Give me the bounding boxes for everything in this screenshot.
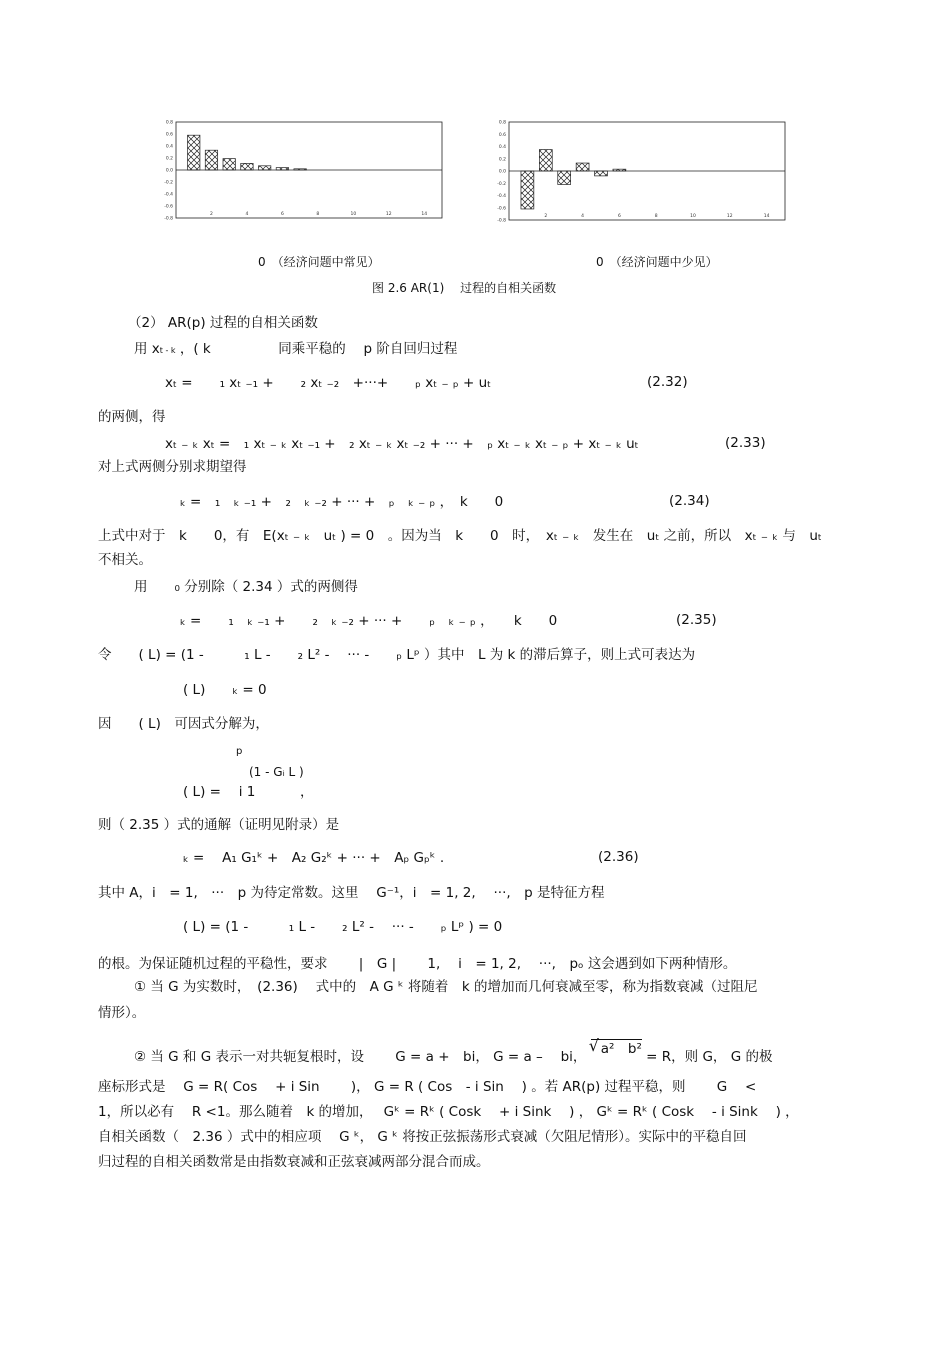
y-tick-label: 0.2 [498,157,506,163]
section-heading-arp: （2） AR(p) 过程的自相关函数 [128,315,318,331]
x-tick-label: 14 [421,212,428,217]
x-tick-label: 6 [617,214,621,219]
paragraph-uncorrelated: 上式中对于 k 0，有 E(xₜ ₋ ₖ uₜ ) = 0 。因为当 k 0 时， xₜ ₋ ₖ 发生在 uₜ 之前，所以 xₜ ₋ ₖ 与 uₜ [98,528,822,544]
paragraph-case2-polar: 座标形式是 G = R( Cos + i Sin )， G = R ( Cos - i Sin ) 。若 AR(p) 过程平稳，则 G < [98,1079,757,1095]
equation-2-34: ₖ = ₁ ₖ ₋₁ + ₂ ₖ ₋₂ + ··· + ₚ ₖ ₋ ₚ ， k 0 [180,494,504,510]
y-tick-label: -0.8 [164,216,173,222]
paragraph-case2-conclusion: 归过程的自相关函数常是由指数衰减和正弦衰减两部分混合而成。 [98,1154,490,1170]
equation-product-lhs: ( L) = i 1 [183,784,256,800]
acf-bar [576,163,589,171]
y-tick-label: -0.6 [164,204,173,210]
acf-bar [294,169,306,170]
equation-number-2-35: (2.35) [676,612,717,628]
equation-characteristic: ( L) = (1 - ₁ L - ₂ L² - ··· - ₚ Lᵖ ) = 0 [183,919,503,935]
acf-bar [188,135,200,170]
acf-bar [258,166,270,170]
figure-label-right: 0 （经济问题中少见） [596,255,718,269]
acf-bar [595,171,608,176]
equation-2-32: xₜ = ₁ xₜ ₋₁ + ₂ xₜ ₋₂ +···+ ₚ xₜ ₋ ₚ + uₜ [165,375,492,391]
x-tick-label: 6 [280,212,284,217]
x-tick-label: 10 [690,214,696,219]
acf-bar [521,171,534,209]
y-tick-label: -0.4 [497,194,506,199]
acf-chart-left-svg [146,112,448,224]
x-tick-label: 2 [210,212,213,217]
multiply-text: 用 x [134,341,160,357]
multiply-sub: t - k [159,346,176,355]
acf-bar [613,169,626,171]
acf-bar [223,159,235,170]
acf-bar [558,171,571,184]
acf-chart-exponential [146,112,448,224]
acf-bar [276,168,288,170]
case2-text: ② 当 G 和 G 表示一对共轭复根时，设 G = a + bi， G = a – bi， [134,1049,587,1065]
sqrt-radicand: a² b² [600,1041,642,1057]
y-tick-label: 0.0 [165,168,173,174]
y-tick-label: -0.2 [497,181,506,187]
acf-chart-right-svg [483,112,789,224]
y-tick-label: 0.8 [165,120,173,126]
multiply-rest: ，( k 同乘平稳的 p 阶自回归过程 [175,341,458,357]
equation-2-33: xₜ ₋ ₖ xₜ = ₁ xₜ ₋ ₖ xₜ ₋₁ + ₂ xₜ ₋ ₖ xₜ ₋₂ + ··· + ₚ xₜ ₋ ₖ xₜ ₋ ₚ + xₜ ₋ ₖ uₜ [165,436,639,452]
paragraph-case2-damping: 自相关函数（ 2.36 ）式中的相应项 G ᵏ， G ᵏ 将按正弦振荡形式衰减（欠阻尼情形）。实际中的平稳自回 [98,1129,747,1145]
paragraph-constants: 其中 A，i = 1, ··· p 为待定常数。这里 G⁻¹，i = 1, 2, ···, p 是特征方程 [98,885,605,901]
y-tick-label: 0.4 [498,145,506,150]
y-tick-label: -0.2 [164,180,173,186]
x-tick-label: 4 [581,214,585,219]
acf-bar [205,150,217,170]
acf-bar [241,163,253,170]
paragraph-case1-end: 情形）。 [98,1005,146,1021]
y-tick-label: 0.8 [498,120,506,126]
x-tick-label: 2 [544,214,548,219]
y-tick-label: 0.0 [498,169,506,175]
x-tick-label: 4 [245,212,249,217]
figure-label-left: 0 （经济问题中常见） [258,255,380,269]
equation-number-2-33: (2.33) [725,435,766,451]
equation-number-2-34: (2.34) [669,493,710,509]
paragraph-general-solution: 则（ 2.35 ）式的通解（证明见附录）是 [98,817,340,833]
paragraph-expectation: 对上式两侧分别求期望得 [98,459,247,475]
case2-text-end: = R，则 G， G 的极 [646,1049,773,1065]
paragraph-uncorrelated-end: 不相关。 [98,552,152,568]
acf-chart-oscillating [483,112,789,224]
y-tick-label: 0.4 [165,144,173,150]
paragraph-multiply [134,340,457,360]
x-tick-label: 8 [654,214,658,219]
x-tick-label: 12 [726,214,733,219]
y-tick-label: 0.6 [498,132,506,138]
acf-bar [539,150,552,171]
sqrt-sign-icon: √ [588,1036,599,1055]
equation-number-2-32: (2.32) [647,374,688,390]
equation-lag-form: ( L) ₖ = 0 [183,682,267,698]
sqrt-expression [588,1036,642,1058]
paragraph-both-sides: 的两侧，得 [98,409,166,425]
paragraph-divide: 用 ₀ 分别除（ 2.34 ）式的两侧得 [134,579,358,595]
paragraph-case1: ① 当 G 为实数时， (2.36) 式中的 A G ᵏ 将随着 k 的增加而几何衰减至零，称为指数衰减（过阻尼 [134,979,758,995]
equation-product-body: (1 - Gᵢ L ) [249,765,304,779]
y-tick-label: -0.8 [497,218,506,224]
figure-caption: 图 2.6 AR(1) 过程的自相关函数 [372,281,557,295]
y-tick-label: -0.4 [164,192,173,198]
equation-product-upper: p [236,746,243,757]
equation-product-comma: ， [300,784,314,800]
y-tick-label: 0.2 [165,156,173,162]
x-tick-label: 12 [385,212,392,217]
y-tick-label: -0.6 [497,206,506,212]
equation-2-36: ₖ = A₁ G₁ᵏ + A₂ G₂ᵏ + ··· + Aₚ Gₚᵏ . [183,850,445,866]
paragraph-roots: 的根。为保证随机过程的平稳性，要求 | G | 1, i = 1, 2, ···, pₒ 这会遇到如下两种情形。 [98,956,737,972]
x-tick-label: 8 [316,212,320,217]
paragraph-factorize: 因 ( L) 可因式分解为， [98,716,269,732]
paragraph-case2-increase: 1，所以必有 R <1。那么随着 k 的增加， Gᵏ = Rᵏ ( Cosk + i Sink ) ， Gᵏ = Rᵏ ( Cosk - i Sink ) ， [98,1104,799,1120]
paragraph-lag-operator: 令 ( L) = (1 - ₁ L - ₂ L² - ··· - ₚ Lᵖ ）其中 L 为 k 的滞后算子，则上式可表达为 [98,647,696,663]
x-tick-label: 10 [350,212,357,217]
equation-number-2-36: (2.36) [598,849,639,865]
y-tick-label: 0.6 [165,132,173,138]
equation-2-35: ₖ = ₁ ₖ ₋₁ + ₂ ₖ ₋₂ + ··· + ₚ ₖ ₋ ₚ ， k 0 [180,613,558,629]
paragraph-case2 [134,1036,773,1066]
x-tick-label: 14 [763,214,770,219]
